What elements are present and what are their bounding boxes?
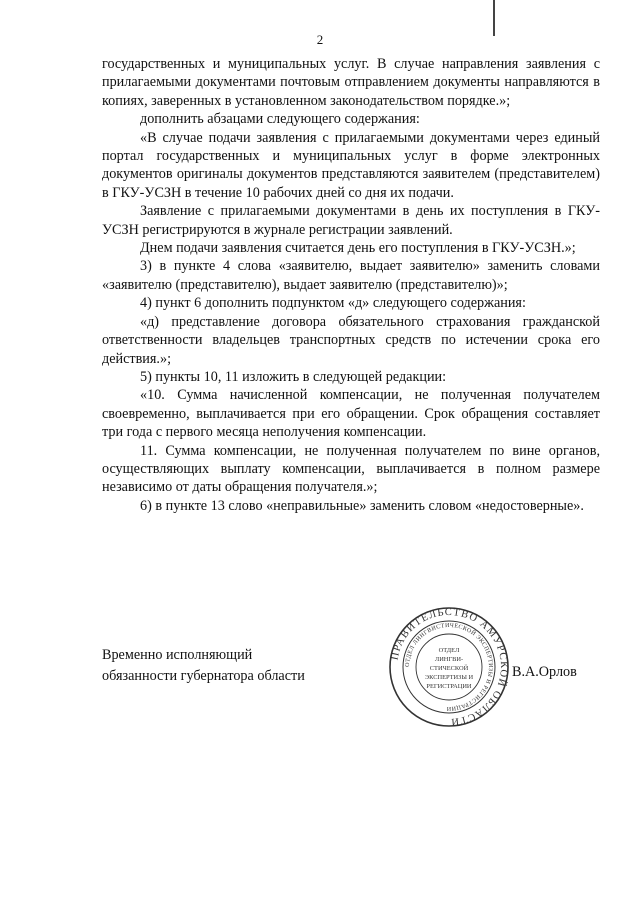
document-body [102, 55, 600, 515]
signatory-title-line2: обязанности губернатора области [102, 668, 305, 684]
official-seal [388, 606, 510, 728]
seal-outer-text: ПРАВИТЕЛЬСТВО АМУРСКОЙ ОБЛАСТИ [389, 606, 510, 728]
paragraph: «10. Сумма начисленной компенсации, не полученная получателем своевременно, выплачивается при его обращении. Срок обращения составляет три года с первого месяца неполучения компенсации. [102, 387, 600, 441]
seal-center-line: РЕГИСТРАЦИИ [426, 683, 472, 690]
scan-edge-mark [493, 0, 495, 36]
signatory-title [102, 645, 362, 687]
seal-center-line: ЛИНГВИ- [434, 656, 464, 663]
page-number: 2 [316, 32, 324, 47]
paragraph: государственных и муниципальных услуг. В случае направления заявления с прилагаемыми документами почтовым отправлением документы направляются в копиях, заверенных в установленном законодательством порядке.»; [102, 56, 600, 109]
paragraph: 6) в пункте 13 слово «неправильные» заменить словом «недостоверные». [140, 497, 584, 514]
signatory-name: В.А.Орлов [512, 664, 577, 680]
seal-center-line: ЭКСПЕРТИЗЫ И [424, 674, 474, 681]
paragraph: 11. Сумма компенсации, не полученная получателем по вине органов, осуществляющих выплату компенсации, выплачивается в полном размере независимо от даты обращения получателя.»; [102, 442, 600, 496]
paragraph: «д) представление договора обязательного страхования гражданской ответственности владельцев транспортных средств по истечении срока его действия.»; [102, 313, 600, 367]
paragraph: Днем подачи заявления считается день его поступления в ГКУ-УСЗН.»; [140, 240, 576, 257]
seal-center-line: СТИЧЕСКОЙ [429, 665, 469, 672]
paragraph: Заявление с прилагаемыми документами в день их поступления в ГКУ-УСЗН регистрируются в журнале регистрации заявлений. [102, 203, 600, 238]
paragraph: дополнить абзацами следующего содержания: [140, 111, 420, 128]
paragraph: 3) в пункте 4 слова «заявителю, выдает заявителю» заменить словами «заявителю (представителю), выдает заявителю (представителю)»; [102, 258, 600, 293]
signatory-title-line1: Временно исполняющий [102, 647, 253, 663]
paragraph: 4) пункт 6 дополнить подпунктом «д» следующего содержания: [140, 295, 526, 312]
seal-inner-text: ОТДЕЛ ЛИНГВИСТИЧЕСКОЙ ЭКСПЕРТИЗЫ И РЕГИСТРАЦИИ [404, 622, 494, 712]
paragraph: «В случае подачи заявления с прилагаемыми документами через единый портал государственных и муниципальных услуг в форме электронных документов оригиналы документов представляются заявителем (представителем) в ГКУ-УСЗН в течение 10 рабочих дней со дня их подачи. [102, 129, 600, 201]
paragraph: 5) пункты 10, 11 изложить в следующей редакции: [140, 368, 447, 385]
seal-center-line: ОТДЕЛ [438, 647, 460, 654]
